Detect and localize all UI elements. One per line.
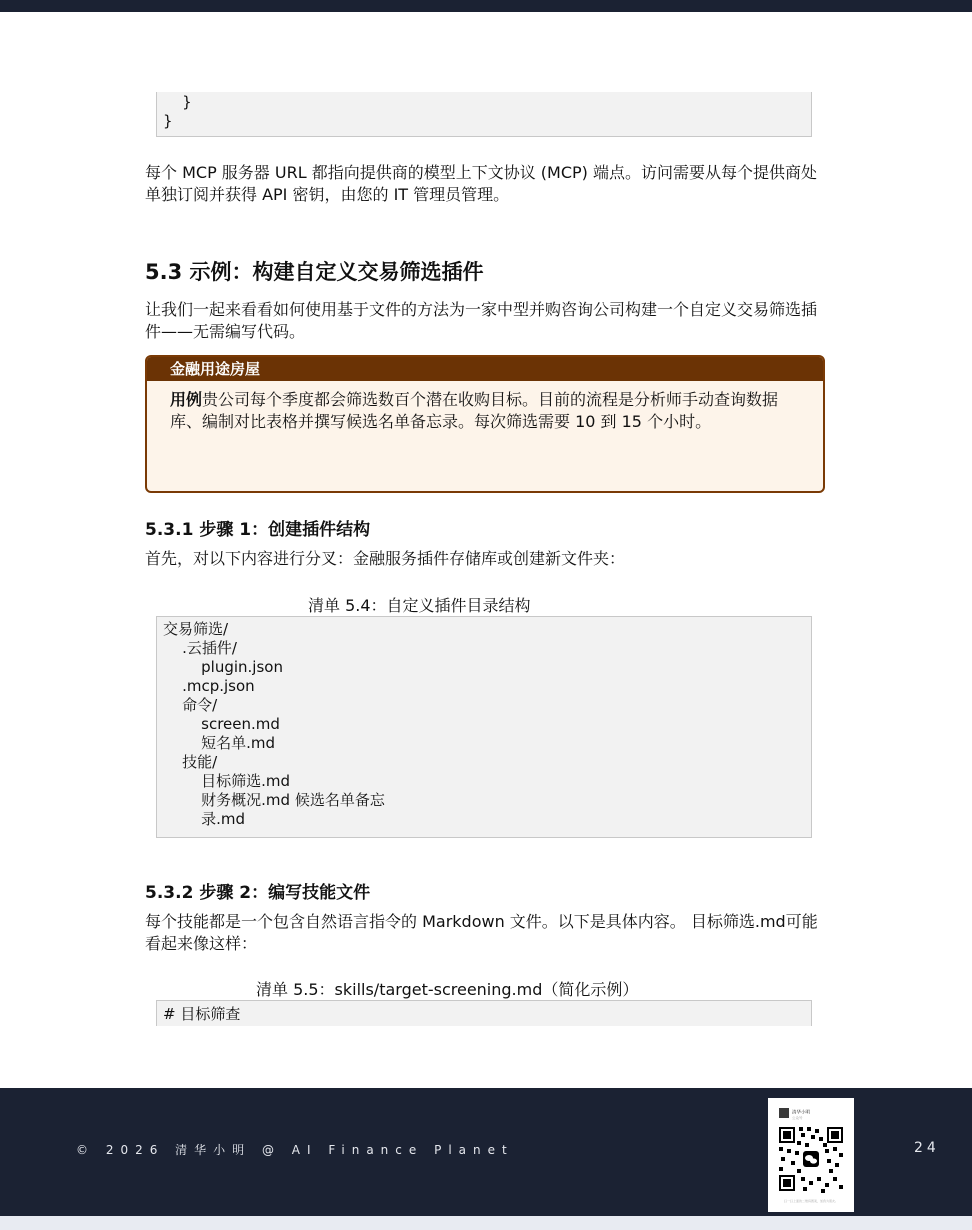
tree-line: 录.md bbox=[163, 810, 246, 828]
callout-box bbox=[145, 355, 825, 493]
paragraph-mcp: 每个 MCP 服务器 URL 都指向提供商的模型上下文协议 (MCP) 端点。访问需要从每个提供商处单独订阅并获得 API 密钥，由您的 IT 管理员管理。 bbox=[145, 163, 817, 204]
code-block-continued bbox=[156, 92, 812, 137]
tree-line: .云插件/ bbox=[163, 639, 237, 657]
tree-line: .mcp.json bbox=[163, 677, 255, 695]
tree-line: plugin.json bbox=[163, 658, 283, 676]
qr-note: 扫一扫上面的二维码图案，加我为朋友。 bbox=[783, 1199, 839, 1203]
wechat-qr-card bbox=[768, 1098, 854, 1212]
page-footer bbox=[0, 1088, 972, 1216]
top-bar bbox=[0, 0, 972, 12]
page-number: 24 bbox=[914, 1140, 940, 1156]
code-line: # 目标筛查 bbox=[163, 1005, 241, 1023]
tree-line: 目标筛选.md bbox=[163, 772, 291, 790]
callout-text: 贵公司每个季度都会筛选数百个潜在收购目标。目前的流程是分析师手动查询数据库、编制对比表格并撰写候选名单备忘录。每次筛选需要 10 到 15 个小时。 bbox=[170, 390, 779, 431]
tree-line: screen.md bbox=[163, 715, 280, 733]
listing-5-4-caption: 清单 5.4：自定义插件目录结构 bbox=[308, 596, 531, 615]
directory-tree-code bbox=[156, 616, 812, 838]
qr-name: 清华小明 bbox=[792, 1110, 810, 1116]
tree-line: 财务概况.md 候选名单备忘 bbox=[163, 791, 385, 809]
listing-5-5-caption: 清单 5.5：skills/target-screening.md（简化示例） bbox=[256, 980, 639, 999]
code-line: } bbox=[163, 112, 173, 130]
code-line: } bbox=[163, 93, 192, 111]
tree-line: 命令/ bbox=[163, 696, 218, 714]
callout-body bbox=[147, 381, 823, 433]
step1-title: 5.3.1 步骤 1：创建插件结构 bbox=[145, 520, 371, 540]
tree-line: 技能/ bbox=[163, 753, 218, 771]
step2-text: 每个技能都是一个包含自然语言指令的 Markdown 文件。以下是具体内容。 目标筛选.md可能看起来像这样： bbox=[145, 912, 818, 953]
callout-lead: 用例 bbox=[170, 390, 203, 409]
page-content bbox=[0, 12, 972, 1088]
footer-copyright: © 2026 清华小明 @ AI Finance Planet bbox=[76, 1143, 514, 1157]
step1-text: 首先，对以下内容进行分叉：金融服务插件存储库或创建新文件夹： bbox=[145, 549, 626, 568]
callout-title: 金融用途房屋 bbox=[147, 357, 823, 381]
section-title: 5.3 示例：构建自定义交易筛选插件 bbox=[145, 260, 484, 284]
tree-line: 交易筛选/ bbox=[163, 620, 229, 638]
skill-file-code bbox=[156, 1000, 812, 1026]
paragraph-intro: 让我们一起来看看如何使用基于文件的方法为一家中型并购咨询公司构建一个自定义交易筛选插件——无需编写代码。 bbox=[145, 300, 818, 341]
tree-line: 短名单.md bbox=[163, 734, 276, 752]
step2-title: 5.3.2 步骤 2：编写技能文件 bbox=[145, 883, 371, 903]
qr-subtitle: 公众号 bbox=[792, 1116, 803, 1120]
bottom-strip bbox=[0, 1216, 972, 1230]
qr-code-icon bbox=[768, 1098, 854, 1212]
